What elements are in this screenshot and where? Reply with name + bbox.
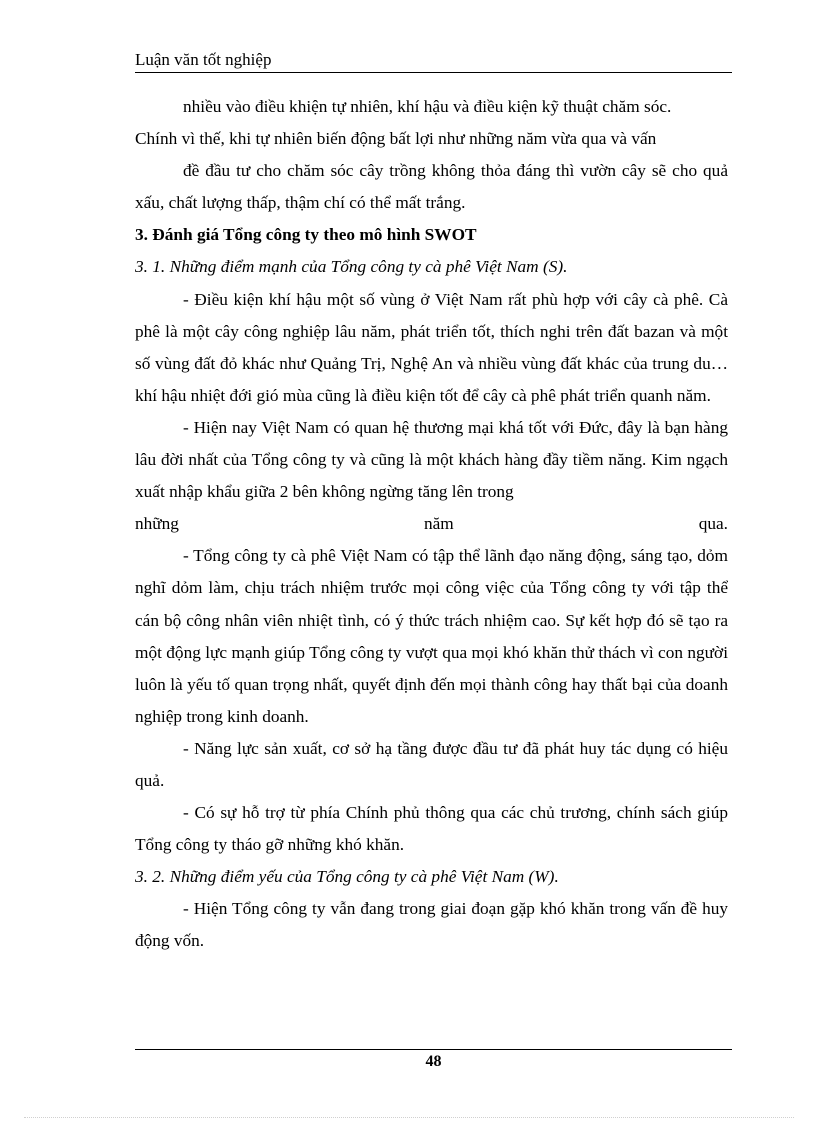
paragraph-continuation-line-1: nhiều vào điều khiện tự nhiên, khí hậu và điều kiện kỹ thuật chăm sóc. xyxy=(183,97,672,116)
paragraph-climate: - Điều kiện khí hậu một số vùng ở Việt Nam rất phù hợp với cây cà phê. Cà phê là một cây công nghiệp lâu năm, phát triển tốt, thích nghi trên đất bazan và một số vùng đất đỏ khác như Quảng Trị, Nghệ An và nhiều vùng đất khác của trung du… khí hậu nhiệt đới gió mùa cũng là điều kiện tốt để cây cà phê phát triển quanh năm. xyxy=(135,289,728,405)
paragraph-leadership: - Tổng công ty cà phê Việt Nam có tập thể lãnh đạo năng động, sáng tạo, dỏm nghĩ dỏm làm, chịu trách nhiệm trước mọi công việc của Tổng công ty với tập thể cán bộ công nhân viên nhiệt tình, có ý thức trách nhiệm cao. Sự kết hợp đó sẽ tạo ra một động lực mạnh giúp Tổng công ty vượt qua mọi khó khăn thử thách vì con người luôn là yếu tố quan trọng nhất, quyết định đến mọi thành công hay thất bại của doanh nghiệp trong kinh doanh. xyxy=(135,546,728,726)
page-number: 48 xyxy=(425,1053,442,1070)
paragraph-continuation-line-2: Chính vì thế, khi tự nhiên biến động bất lợi như những năm vừa qua và vấn xyxy=(135,129,657,149)
paragraph-trade-relations-end: những năm qua. xyxy=(135,514,728,534)
paragraph-trade-relations: - Hiện nay Việt Nam có quan hệ thương mại khá tốt với Đức, đây là bạn hàng lâu đời nhất của Tổng công ty và cũng là một khách hàng đầy tiềm năng. Kim ngạch xuất nhập khẩu giữa 2 bên không ngừng tăng lên trong xyxy=(135,417,728,502)
paragraph-capital-mobilization: - Hiện Tổng công ty vẫn đang trong giai đoạn gặp khó khăn trong vấn đề huy động vốn. xyxy=(135,899,728,951)
page-edge-divider xyxy=(24,1117,794,1118)
paragraph-continuation-line-3: đề đầu tư cho chăm sóc cây trồng không thỏa đáng thì vườn cây sẽ cho quả xấu, chất lượng thấp, thậm chí có thể mất trắng. xyxy=(135,161,728,213)
paragraph-government-support: - Có sự hỗ trợ từ phía Chính phủ thông qua các chủ trương, chính sách giúp Tổng công ty tháo gỡ những khó khăn. xyxy=(135,803,728,855)
running-header: Luận văn tốt nghiệp xyxy=(135,50,732,73)
subsection-heading-strengths: 3. 1. Những điểm mạnh của Tổng công ty cà phê Việt Nam (S). xyxy=(135,257,568,277)
document-body xyxy=(135,91,728,958)
paragraph-production-capacity: - Năng lực sản xuất, cơ sở hạ tầng được đầu tư đã phát huy tác dụng có hiệu quả. xyxy=(135,738,728,790)
section-heading-swot: 3. Đánh giá Tổng công ty theo mô hình SWOT xyxy=(135,225,477,245)
footer-divider xyxy=(135,1049,732,1050)
subsection-heading-weaknesses: 3. 2. Những điểm yếu của Tổng công ty cà phê Việt Nam (W). xyxy=(135,867,559,887)
